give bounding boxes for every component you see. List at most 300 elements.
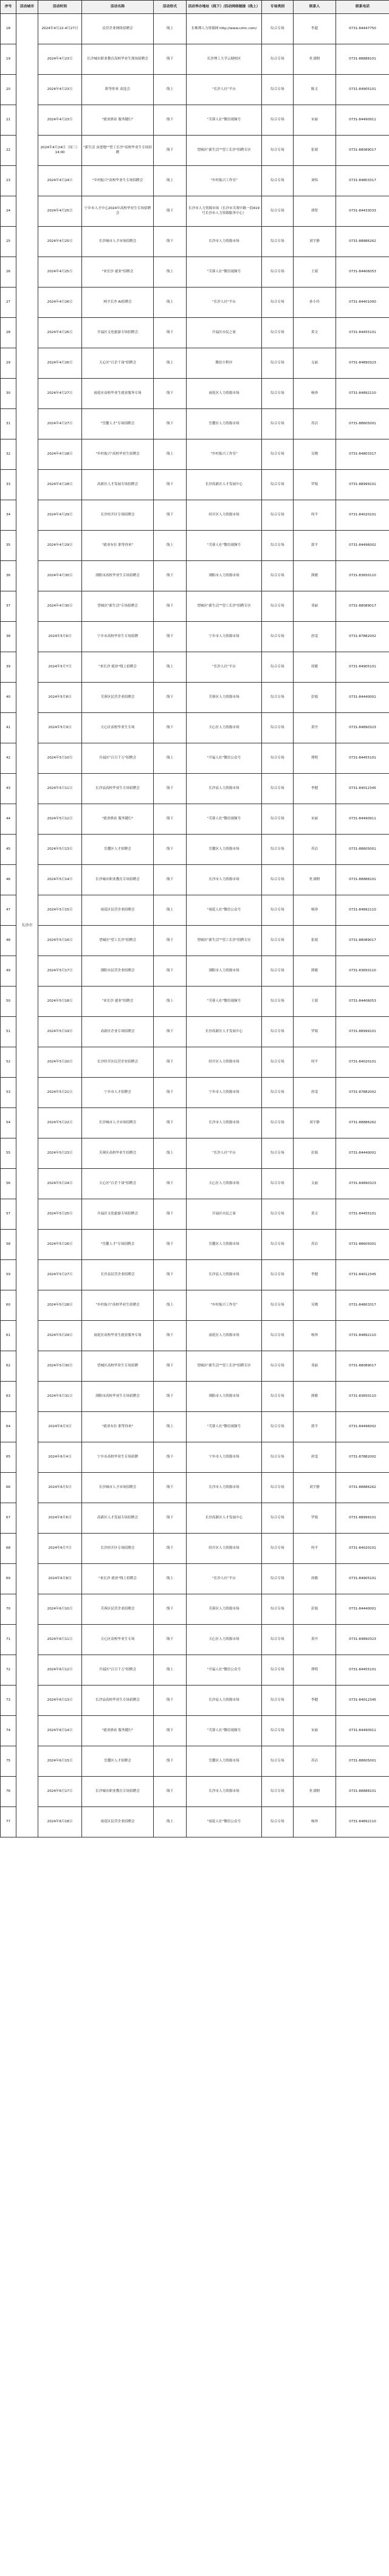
cell-form: 线下 [154,136,187,166]
cell-place: 浏阳市人力资源市场 [187,1382,262,1412]
cell-type: 综合专场 [262,500,294,531]
cell-phone: 0731-84440001 [336,1594,389,1625]
cell-seq: 51 [1,1017,16,1047]
cell-name: 芙蓉区民营企业招聘会 [82,1594,154,1625]
cell-phone: 0731-84020101 [336,1047,389,1078]
cell-form: 线下 [154,500,187,531]
cell-seq: 52 [1,1047,16,1078]
cell-place: "长沙人社"平台 [187,75,262,105]
cell-phone: 0731-84012345 [336,1686,389,1716]
cell-name: 职等你来 双选会 [82,75,154,105]
cell-phone: 0731-88089017 [336,136,389,166]
table-row [1,743,389,774]
cell-seq: 46 [1,865,16,895]
cell-name: 高新区人才发展专场招聘会 [82,1503,154,1534]
cell-time: 2024年4月24日 [38,166,82,196]
cell-contact: 黄丹 [294,1625,336,1655]
cell-phone: 0731-88089017 [336,1351,389,1382]
cell-name: 宁乡市高校毕业生专场招聘 [82,622,154,652]
cell-seq: 41 [1,713,16,743]
cell-contact: 杜刘纲 [294,1777,336,1807]
cell-place: 长株潭人力资源网 http://www.cztrc.com/ [187,14,262,44]
cell-seq: 65 [1,1442,16,1473]
table-row [1,14,389,44]
cell-name: 网才长沙 AI招聘会 [82,288,154,318]
cell-phone: 0731-88886262 [336,227,389,257]
cell-name: "乡村振兴"高校毕业生专场招聘会 [82,166,154,196]
cell-time: 2024年4月28日 [38,439,82,470]
cell-phone: 0731-88089017 [336,926,389,956]
cell-name: 长沙经开区民营企业招聘会 [82,1047,154,1078]
cell-seq: 74 [1,1716,16,1746]
cell-phone: 0731-84490911 [336,105,389,136]
cell-name: "来长沙 就业"招聘会 [82,987,154,1017]
cell-form: 线下 [154,1442,187,1473]
cell-type: 综合专场 [262,1534,294,1564]
table-row [1,1442,389,1473]
header-city: 活动城市 [16,1,38,14]
table-row [1,1564,389,1594]
cell-type: 综合专场 [262,1503,294,1534]
table-row [1,1746,389,1777]
cell-seq: 27 [1,288,16,318]
cell-place: 雨花区人力资源市场 [187,1321,262,1351]
cell-name: 开福区文化旅游专场招聘会 [82,1199,154,1230]
cell-type: 综合专场 [262,713,294,743]
table-body [1,14,389,1837]
cell-place: 长沙市人力资源市场 [187,1777,262,1807]
cell-phone: 0731-84012345 [336,1260,389,1290]
cell-seq: 67 [1,1503,16,1534]
cell-type: 综合专场 [262,987,294,1017]
cell-phone: 0731-84447750 [336,14,389,44]
cell-time: 2024年4月26日 [38,288,82,318]
cell-name: 望城区"新生活"专场招聘会 [82,591,154,622]
cell-phone: 0731-88886262 [336,1108,389,1138]
cell-seq: 25 [1,227,16,257]
cell-type: 综合专场 [262,14,294,44]
cell-place: 开福区市民之家 [187,1199,262,1230]
cell-time: 2024年4月26日 [38,348,82,379]
table-row [1,1047,389,1078]
cell-type: 综合专场 [262,1412,294,1442]
cell-phone: 0731-88888101 [336,865,389,895]
cell-contact: 王婧 [294,257,336,288]
cell-type: 综合专场 [262,1169,294,1199]
cell-time: 2024年6月3日 [38,1412,82,1442]
cell-name: 天心区"百企千岗"招聘会 [82,348,154,379]
cell-time: 2024年6月13日 [38,1686,82,1716]
cell-seq: 44 [1,804,16,835]
cell-time: 2024年5月21日 [38,1078,82,1108]
cell-type: 综合专场 [262,835,294,865]
header-seq: 序号 [1,1,16,14]
cell-form: 线上 [154,14,187,44]
cell-name: "就业驿站 服务随行" [82,1716,154,1746]
cell-contact: 宋丽 [294,105,336,136]
cell-form: 线下 [154,774,187,804]
cell-contact: 孙小玲 [294,288,336,318]
cell-seq: 55 [1,1138,16,1169]
cell-contact: 谭明 [294,1655,336,1686]
table-row [1,1777,389,1807]
cell-phone: 0731-88999101 [336,1503,389,1534]
cell-seq: 22 [1,136,16,166]
cell-form: 线上 [154,1564,187,1594]
cell-seq: 45 [1,835,16,865]
cell-form: 线下 [154,1382,187,1412]
cell-name: 芙蓉区高校毕业生招聘会 [82,1138,154,1169]
cell-form: 线上 [154,1655,187,1686]
cell-contact: 郭平 [294,531,336,561]
cell-name: 望城区"望工长沙"招聘会 [82,926,154,956]
cell-form: 线下 [154,1047,187,1078]
cell-type: 综合专场 [262,470,294,500]
cell-time: 2024年5月13日 [38,835,82,865]
cell-type: 综合专场 [262,1230,294,1260]
cell-place: 岳麓区人力资源市场 [187,1230,262,1260]
table-row [1,44,389,75]
cell-seq: 56 [1,1169,16,1199]
cell-type: 综合专场 [262,622,294,652]
cell-seq: 30 [1,379,16,409]
table-row [1,288,389,318]
cell-name: 长沙城市人才市场招聘会 [82,1473,154,1503]
cell-phone: 0731-83650110 [336,956,389,987]
cell-type: 综合专场 [262,591,294,622]
cell-name: "岳麓人才"专场招聘会 [82,1230,154,1260]
cell-place: 浏阳市人力资源市场 [187,956,262,987]
cell-name: 宁乡市高校毕业生专场招聘 [82,1442,154,1473]
cell-seq: 66 [1,1473,16,1503]
cell-phone: 0731-84020101 [336,1534,389,1564]
cell-name: 高新区人才发展专场招聘会 [82,470,154,500]
cell-time: 2024年4月25日 [38,227,82,257]
cell-seq: 54 [1,1108,16,1138]
cell-form: 线下 [154,1473,187,1503]
cell-type: 综合专场 [262,318,294,348]
cell-phone: 0731-84490911 [336,1716,389,1746]
table-row [1,1625,389,1655]
cell-phone: 0731-84890323 [336,1169,389,1199]
cell-phone: 0731-84803317 [336,1290,389,1321]
cell-place: 宁乡市人力资源市场 [187,622,262,652]
cell-phone: 0731-88888101 [336,44,389,75]
cell-seq: 48 [1,926,16,956]
cell-contact: 邓丽 [294,591,336,622]
cell-time: 2024年4月30日 [38,561,82,591]
table-row [1,1473,389,1503]
cell-contact: 黄丹 [294,713,336,743]
cell-contact: 陈文 [294,75,336,105]
cell-time: 2024年5月20日 [38,1047,82,1078]
cell-contact: 周敏 [294,652,336,683]
cell-place: 天心区人力资源市场 [187,1625,262,1655]
cell-type: 综合专场 [262,348,294,379]
cell-type: 综合专场 [262,1108,294,1138]
cell-time: 2024年5月6日 [38,622,82,652]
cell-phone: 0731-88605001 [336,835,389,865]
cell-name: 长沙城市职业教育高校毕业生现场招聘会 [82,44,154,75]
cell-type: 综合专场 [262,1199,294,1230]
table-row [1,1230,389,1260]
cell-place: "雨花人社"微信公众号 [187,1807,262,1837]
cell-seq: 61 [1,1321,16,1351]
cell-type: 综合专场 [262,1290,294,1321]
cell-type: 综合专场 [262,683,294,713]
table-row [1,1807,389,1837]
cell-type: 综合专场 [262,44,294,75]
cell-type: 综合专场 [262,1138,294,1169]
cell-name: 宁乡市人才招聘会 [82,1078,154,1108]
cell-seq: 76 [1,1777,16,1807]
cell-phone: 0731-88999101 [336,1017,389,1047]
cell-time: 2024年6月12日 [38,1655,82,1686]
cell-contact: 熊敏 [294,1382,336,1412]
cell-contact: 唐雯 [294,1442,336,1473]
cell-seq: 59 [1,1260,16,1290]
cell-form: 线上 [154,1412,187,1442]
cell-form: 线下 [154,683,187,713]
cell-place: 长沙高新区人才发展中心 [187,470,262,500]
cell-place: 浏阳市人力资源市场 [187,561,262,591]
cell-name: 长沙县高校毕业生专场招聘会 [82,774,154,804]
table-row [1,1686,389,1716]
cell-name: "就业驿站 服务随行" [82,105,154,136]
cell-time: 2024年4月27日 [38,379,82,409]
cell-time: 2024年4月26日 [38,318,82,348]
header-time: 活动时间 [38,1,82,14]
cell-name: 长沙经开区专场招聘会 [82,1534,154,1564]
table-row [1,987,389,1017]
cell-type: 综合专场 [262,1351,294,1382]
table-row [1,1017,389,1047]
cell-seq: 24 [1,196,16,227]
table-row [1,1078,389,1108]
cell-time: 2024年5月28日 [38,1290,82,1321]
table-row [1,895,389,926]
cell-phone: 0731-84905101 [336,75,389,105]
cell-name: 浏阳市高校毕业生专场招聘会 [82,1382,154,1412]
cell-time: 2024年5月26日 [38,1230,82,1260]
cell-name: 开福区"百日千万"招聘会 [82,743,154,774]
cell-place: 长沙市人力资源市场 [187,227,262,257]
cell-form: 线下 [154,44,187,75]
cell-contact: 宋丽 [294,1716,336,1746]
table-row [1,926,389,956]
cell-form: 线上 [154,531,187,561]
cell-type: 综合专场 [262,1047,294,1078]
cell-form: 线上 [154,743,187,774]
table-row [1,1503,389,1534]
cell-phone: 0731-84905101 [336,1564,389,1594]
cell-type: 综合专场 [262,1777,294,1807]
cell-seq: 72 [1,1655,16,1686]
cell-form: 线下 [154,105,187,136]
cell-phone: 0731-88605001 [336,409,389,439]
cell-contact: 唐雯 [294,622,336,652]
cell-type: 综合专场 [262,743,294,774]
cell-time: 2024年4月23日 [38,105,82,136]
cell-form: 线上 [154,439,187,470]
cell-type: 综合专场 [262,196,294,227]
table-row [1,348,389,379]
table-row [1,804,389,835]
cell-contact: 罗娟 [294,1017,336,1047]
cell-contact: 何平 [294,500,336,531]
cell-time: 2024年5月10日 [38,743,82,774]
cell-place: 宁乡市人力资源市场 [187,1078,262,1108]
cell-time: 2024年5月15日 [38,895,82,926]
cell-time: 2024年5月9日 [38,713,82,743]
cell-form: 线上 [154,257,187,288]
cell-form: 线下 [154,196,187,227]
cell-phone: 0731-84490911 [336,804,389,835]
cell-seq: 37 [1,591,16,622]
cell-type: 综合专场 [262,136,294,166]
cell-name: "岳麓人才"专场招聘会 [82,409,154,439]
cell-seq: 29 [1,348,16,379]
cell-time: 2024年5月16日 [38,926,82,956]
cell-time: 2024年4月28日 [38,470,82,500]
cell-form: 线下 [154,1686,187,1716]
cell-time: 2024年5月18日 [38,987,82,1017]
cell-form: 线上 [154,895,187,926]
table-row [1,439,389,470]
cell-phone: 0731-88999101 [336,470,389,500]
cell-form: 线下 [154,622,187,652]
cell-seq: 21 [1,105,16,136]
cell-phone: 0731-83650110 [336,1382,389,1412]
cell-form: 线上 [154,348,187,379]
cell-seq: 20 [1,75,16,105]
cell-contact: 杨珍 [294,895,336,926]
cell-phone: 0731-87882002 [336,1078,389,1108]
cell-contact: 宋丽 [294,804,336,835]
cell-phone: 0731-84401000 [336,288,389,318]
cell-form: 线下 [154,318,187,348]
cell-type: 综合专场 [262,804,294,835]
cell-contact: 熊敏 [294,956,336,987]
cell-place: "开福人社"微信公众号 [187,1655,262,1686]
cell-form: 线下 [154,227,187,257]
header-form: 活动形式 [154,1,187,14]
cell-time: 2024年5月11日 [38,774,82,804]
cell-contact: 苏洁 [294,409,336,439]
table-row [1,591,389,622]
cell-seq: 31 [1,409,16,439]
cell-form: 线下 [154,1503,187,1534]
cell-name: "来长沙 就业"招聘会 [82,257,154,288]
header-type: 专场类别 [262,1,294,14]
cell-place: "芙蓉人社"微信视频号 [187,105,262,136]
cell-place: 天心区人力资源市场 [187,1169,262,1199]
cell-time: 2024年5月19日 [38,1017,82,1047]
cell-time: 2024年5月17日 [38,956,82,987]
cell-time: 2024年4月25日 [38,257,82,288]
cell-type: 综合专场 [262,865,294,895]
cell-name: 高新区企业专场招聘会 [82,1017,154,1047]
table-row [1,1412,389,1442]
table-row [1,136,389,166]
cell-phone: 0731-84433033 [336,196,389,227]
cell-place: "长沙人社"平台 [187,652,262,683]
cell-contact: 文丽 [294,348,336,379]
cell-phone: 0731-84890323 [336,1625,389,1655]
cell-name: 雨花区高校毕业生就业服务专场 [82,379,154,409]
cell-contact: 唐雯 [294,1078,336,1108]
cell-type: 综合专场 [262,1564,294,1594]
cell-phone: 0731-84406053 [336,987,389,1017]
cell-contact: 黄文 [294,318,336,348]
cell-place: "雨花人社"微信公众号 [187,895,262,926]
cell-phone: 0731-88089017 [336,591,389,622]
cell-phone: 0731-84496002 [336,531,389,561]
table-row [1,835,389,865]
cell-seq: 77 [1,1807,16,1837]
cell-type: 综合专场 [262,105,294,136]
cell-time: 2024年5月14日 [38,865,82,895]
cell-form: 线下 [154,1746,187,1777]
cell-seq: 40 [1,683,16,713]
cell-contact: 刘宇静 [294,227,336,257]
table-row [1,531,389,561]
cell-phone: 0731-84905101 [336,652,389,683]
cell-seq: 69 [1,1564,16,1594]
table-row [1,500,389,531]
cell-time: 2024年6月5日 [38,1473,82,1503]
cell-contact: 杜刘纲 [294,44,336,75]
cell-contact: 王婧 [294,987,336,1017]
cell-place: 宁乡市人力资源市场 [187,1442,262,1473]
table-row [1,713,389,743]
cell-place: "乡村振兴工作室" [187,1290,262,1321]
cell-phone: 0731-87882002 [336,622,389,652]
cell-time: 2024年6月10日 [38,1594,82,1625]
cell-contact: 彭娟 [294,1138,336,1169]
cell-name: "来长沙 就业"线上招聘会 [82,652,154,683]
cell-place: 岳麓区人力资源市场 [187,835,262,865]
cell-name: "乡村振兴"高校毕业生招聘会 [82,1290,154,1321]
table-row [1,774,389,804]
cell-time: 2024年6月7日 [38,1534,82,1564]
cell-type: 综合专场 [262,227,294,257]
cell-type: 综合专场 [262,1017,294,1047]
cell-form: 线下 [154,561,187,591]
cell-time: 2024年6月6日 [38,1503,82,1534]
cell-name: 浏阳市高校毕业生专场招聘会 [82,561,154,591]
cell-type: 综合专场 [262,1260,294,1290]
cell-seq: 26 [1,257,16,288]
cell-time: 2024年5月12日 [38,804,82,835]
cell-form: 线下 [154,1716,187,1746]
cell-form: 线下 [154,409,187,439]
cell-seq: 36 [1,561,16,591]
cell-place: 雨花区人力资源市场 [187,379,262,409]
cell-place: 经开区人力资源市场 [187,1047,262,1078]
cell-name: 芙蓉区民营企业招聘会 [82,683,154,713]
cell-time: 2024年4月23日 [38,44,82,75]
cell-type: 综合专场 [262,774,294,804]
cell-form: 线下 [154,1017,187,1047]
table-row [1,196,389,227]
cell-form: 线下 [154,470,187,500]
cell-name: "就业有位 职等你来" [82,531,154,561]
cell-contact: 杨珍 [294,379,336,409]
cell-place: 望城区"新生活""望工长沙"招聘专区 [187,1351,262,1382]
cell-time: 2024年5月29日 [38,1321,82,1351]
cell-form: 线下 [154,1230,187,1260]
